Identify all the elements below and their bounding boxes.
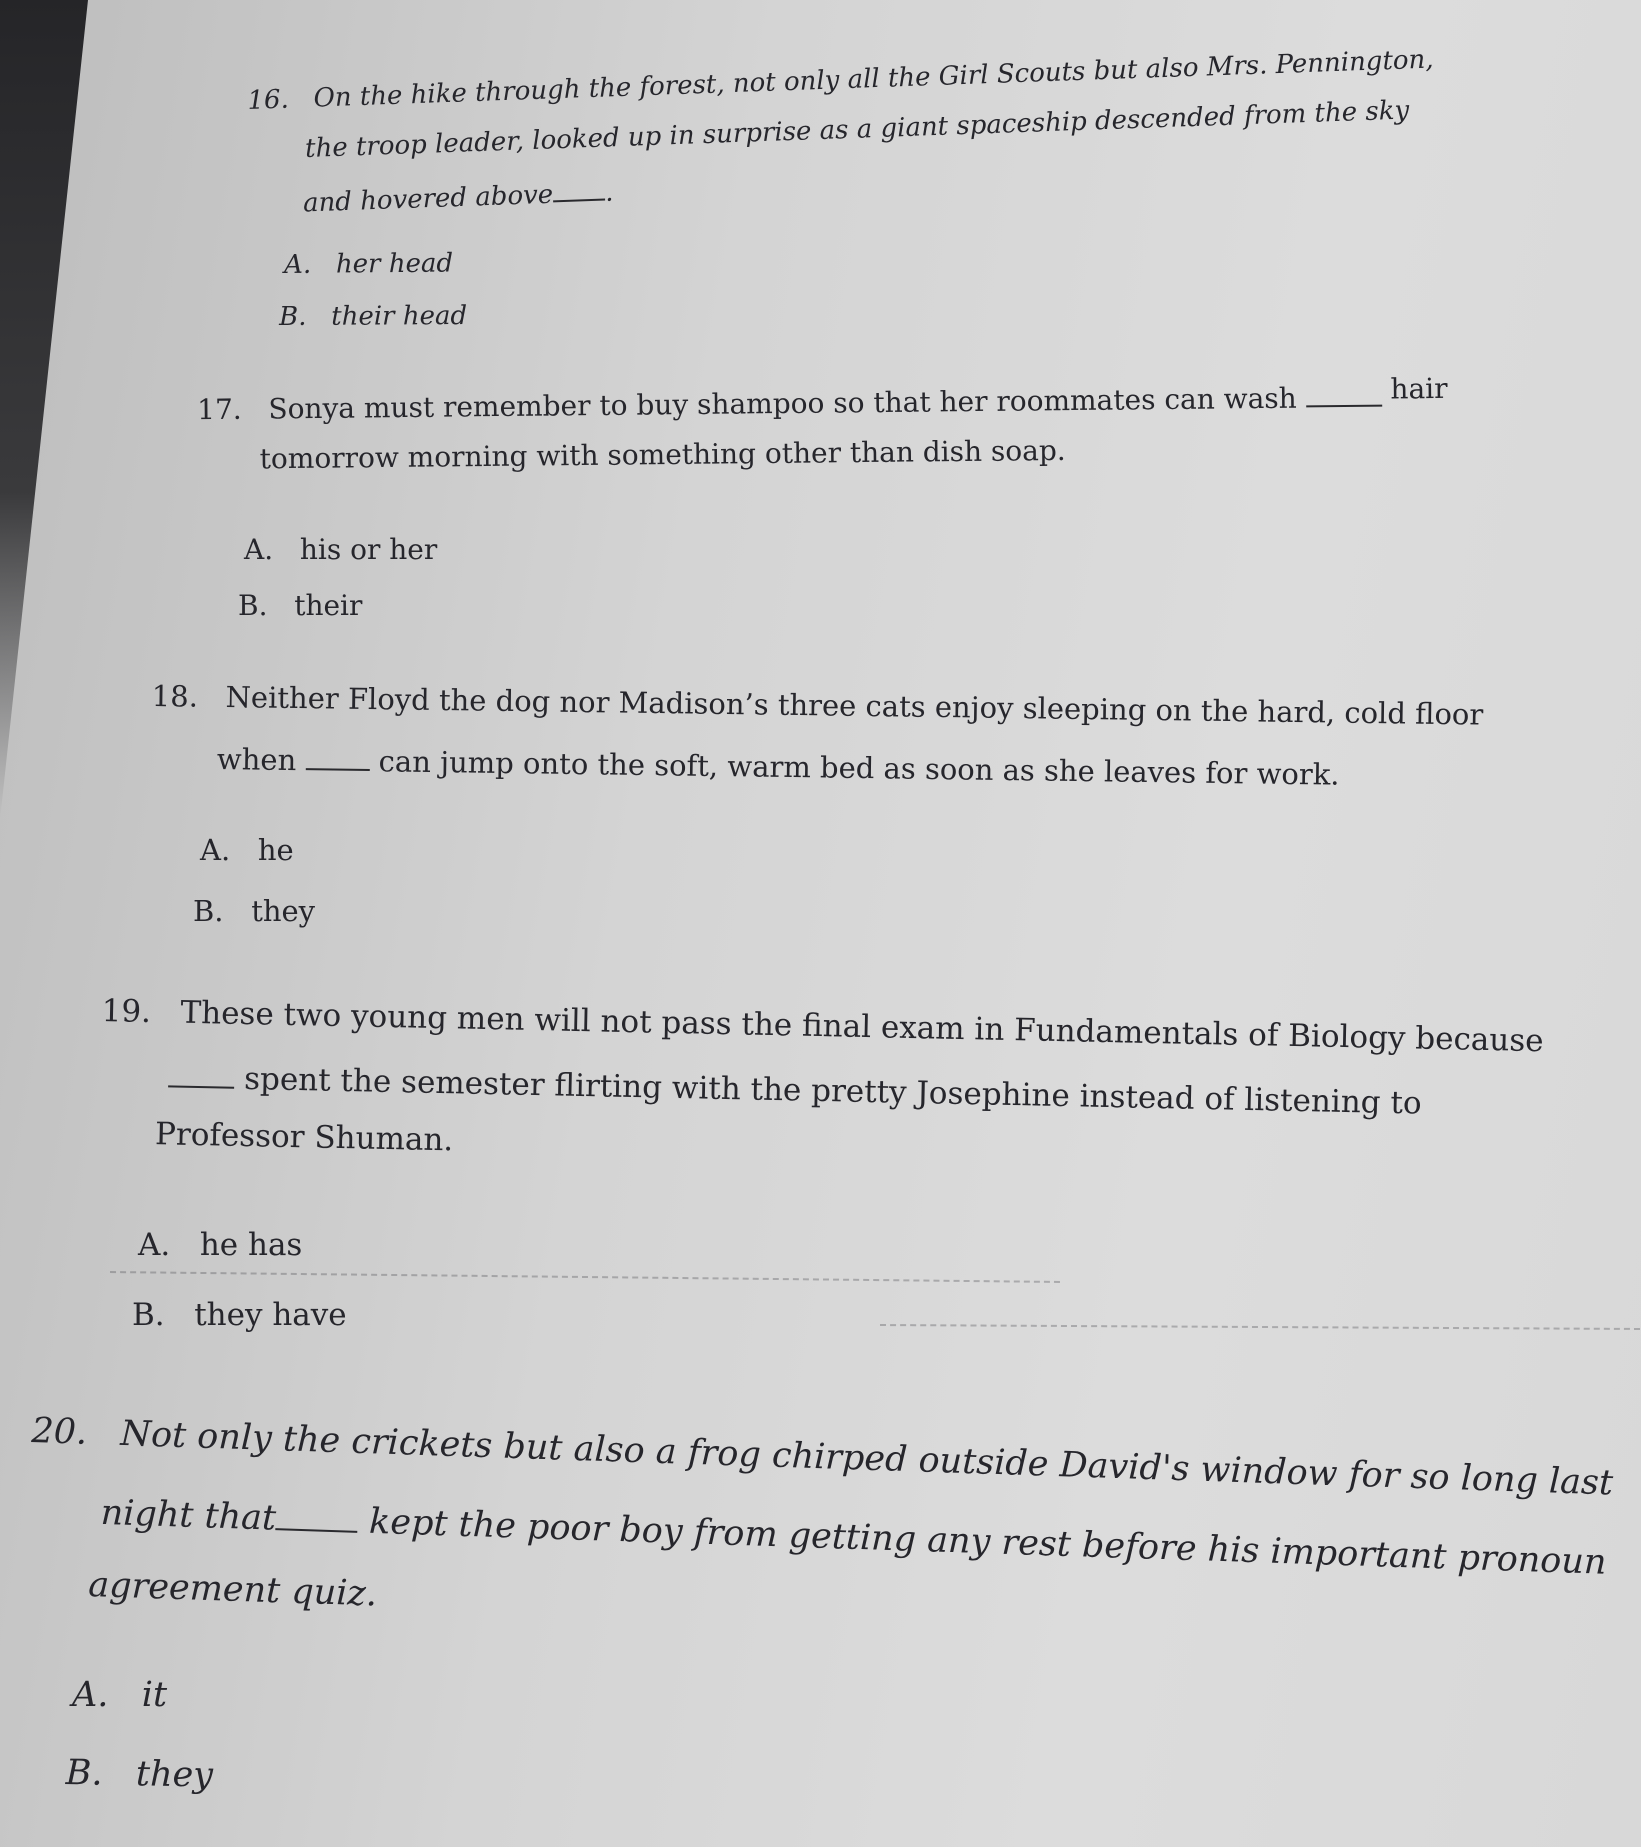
answer-blank-16[interactable] (553, 176, 606, 203)
choice-text: their head (331, 301, 468, 332)
choice-text: it (141, 1675, 168, 1715)
choice-text: he has (199, 1227, 303, 1263)
question-19-line-2 (168, 1057, 1422, 1122)
page-edge-shadow (0, 0, 88, 820)
choice-letter: B. (65, 1753, 103, 1794)
choice-letter: A. (283, 249, 312, 280)
question-20-text-line-1: Not only the crickets but also a frog chirped outside David's window for so long last (119, 1413, 1614, 1504)
choice-text: he (257, 833, 294, 867)
question-16-number: 16. (246, 84, 290, 116)
answer-blank-17[interactable] (1305, 380, 1381, 408)
question-20-text-line-3: agreement quiz. (87, 1564, 378, 1615)
question-17-choice-b[interactable] (238, 589, 363, 622)
choice-letter: B. (193, 894, 224, 928)
question-20-choice-a[interactable] (72, 1675, 168, 1715)
choice-letter: B. (238, 589, 268, 622)
question-20-line-3 (87, 1564, 378, 1615)
choice-letter: B. (132, 1297, 165, 1333)
faint-divider (880, 1324, 1640, 1330)
question-18-text-before-blank: when (216, 742, 297, 778)
question-19-text-line-3: Professor Shuman. (154, 1116, 454, 1159)
question-20-line-1 (30, 1411, 1614, 1504)
question-17-line-1 (197, 372, 1448, 427)
question-18-number: 18. (151, 679, 199, 714)
question-20-line-2 (100, 1490, 1608, 1583)
choice-letter: A. (72, 1675, 109, 1715)
choice-text: her head (335, 248, 454, 280)
question-18-text-after-blank: can jump onto the soft, warm bed as soon as she leaves for work. (378, 744, 1340, 792)
choice-letter: A. (138, 1227, 171, 1263)
choice-text: they have (194, 1297, 347, 1333)
question-16-text-line-3: and hovered above (302, 179, 554, 219)
question-16-text-line-2: the troop leader, looked up in surprise as a giant spaceship descended from the sky (304, 95, 1410, 164)
question-17-text-after-blank: hair (1390, 372, 1448, 406)
question-16-end: . (604, 177, 614, 208)
faint-divider (110, 1271, 1060, 1283)
question-18-text-line-1: Neither Floyd the dog nor Madison’s three cats enjoy sleeping on the hard, cold floor (225, 680, 1484, 732)
question-19-number: 19. (101, 993, 152, 1031)
choice-letter: A. (200, 833, 231, 867)
question-16-choice-a[interactable] (283, 248, 454, 280)
choice-text: they (135, 1754, 214, 1796)
question-19-line-3 (154, 1116, 454, 1159)
question-19-choice-a[interactable] (138, 1227, 303, 1263)
question-19-text-line-2: spent the semester flirting with the pretty Josephine instead of listening to (243, 1060, 1422, 1122)
question-20-text-after-blank: kept the poor boy from getting any rest before his important pronoun (368, 1501, 1608, 1583)
choice-letter: A. (244, 533, 274, 566)
answer-blank-20[interactable] (276, 1496, 359, 1532)
choice-text: they (251, 894, 316, 928)
question-16-choice-b[interactable] (279, 303, 467, 330)
choice-text: their (294, 589, 363, 622)
question-17-line-2 (259, 433, 1066, 476)
question-20-text-before-blank: night that (100, 1492, 277, 1539)
question-19-text-line-1: These two young men will not pass the final exam in Fundamentals of Biology because (180, 994, 1544, 1060)
question-19-choice-b[interactable] (132, 1297, 347, 1333)
choice-letter: B. (278, 301, 307, 332)
question-16-text-line-1: On the hike through the forest, not only all the Girl Scouts but also Mrs. Pennington, (313, 44, 1435, 114)
question-18-choice-b[interactable] (193, 894, 316, 928)
choice-text: his or her (299, 533, 438, 566)
question-18-line-2 (217, 741, 1340, 790)
question-17-choice-a[interactable] (244, 533, 438, 566)
question-17-text-line-1: Sonya must remember to buy shampoo so that her roommates can wash (268, 381, 1297, 426)
question-20-choice-b[interactable] (65, 1753, 214, 1796)
question-20-number: 20. (30, 1411, 88, 1453)
answer-blank-18[interactable] (305, 742, 369, 771)
question-16-line-3 (302, 175, 614, 219)
question-17-text-line-2: tomorrow morning with something other than dish soap. (259, 433, 1066, 476)
question-18-line-1 (151, 679, 1484, 732)
question-19-line-1 (101, 993, 1544, 1060)
question-18-choice-a[interactable] (200, 833, 294, 867)
answer-blank-19[interactable] (168, 1057, 235, 1088)
question-17-number: 17. (197, 392, 242, 427)
